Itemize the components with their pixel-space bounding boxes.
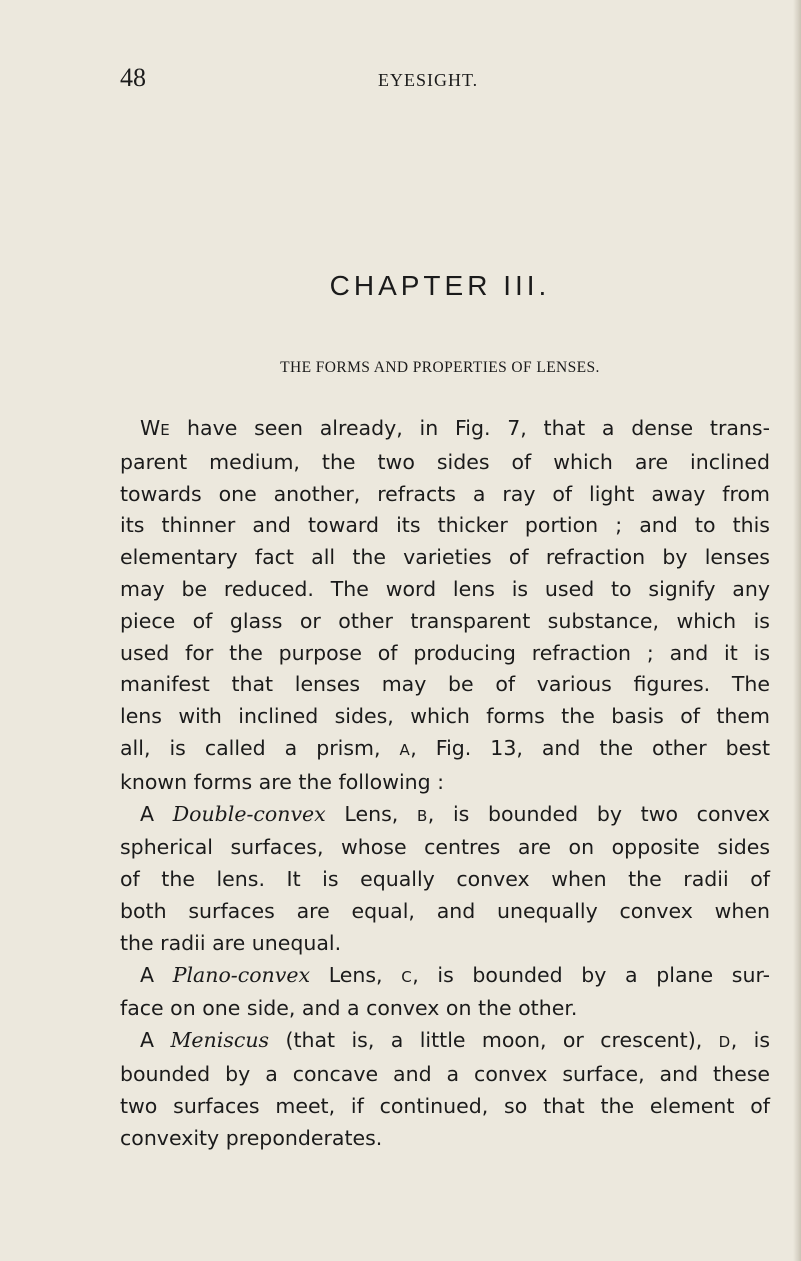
chapter-subtitle: THE FORMS AND PROPERTIES OF LENSES. xyxy=(280,359,600,376)
line-text: (that is, a little moon, or crescent), xyxy=(269,1028,719,1053)
lens-term: Double-convex xyxy=(172,801,326,826)
paragraph xyxy=(120,1025,770,1154)
text-line xyxy=(120,413,770,447)
figure-letter: D xyxy=(718,1033,731,1052)
figure-letter: C xyxy=(401,967,413,986)
line-text: A xyxy=(140,1028,171,1053)
text-line: convexity preponderates. xyxy=(120,1125,383,1150)
text-line: known forms are the following : xyxy=(120,769,445,794)
page-edge-shadow xyxy=(793,0,801,1261)
text-line: of the lens. It is equally convex when the radii of xyxy=(120,867,770,892)
line-text: Lens, xyxy=(325,801,417,826)
text-line: manifest that lenses may be of various figures. The xyxy=(120,672,770,697)
text-line xyxy=(120,1025,770,1059)
text-line: piece of glass or other transparent substance, which is xyxy=(120,608,770,633)
running-head xyxy=(120,62,760,94)
text-line xyxy=(120,799,770,833)
text-line: may be reduced. The word lens is used to signify any xyxy=(120,576,770,601)
line-text: , Fig. 13, and the other best xyxy=(410,735,770,760)
line-text: , is bounded by two convex xyxy=(427,801,770,826)
line-text: Lens, xyxy=(310,962,402,987)
drop-initial: W xyxy=(140,416,161,440)
line-text: , is xyxy=(730,1028,770,1053)
body-text xyxy=(120,413,770,1154)
line-text: A xyxy=(140,801,173,826)
text-line: elementary fact all the varieties of refraction by lenses xyxy=(120,545,770,570)
text-line: towards one another, refracts a ray of light away from xyxy=(120,481,770,506)
text-line: parent medium, the two sides of which are inclined xyxy=(120,449,770,474)
lens-term: Plano-convex xyxy=(172,962,311,987)
text-line: both surfaces are equal, and unequally convex when xyxy=(120,898,770,923)
page-number: 48 xyxy=(120,63,146,92)
text-line: bounded by a concave and a convex surface, and these xyxy=(120,1061,770,1086)
text-line: spherical surfaces, whose centres are on opposite sides xyxy=(120,835,770,860)
lens-term: Meniscus xyxy=(170,1028,270,1053)
paragraph xyxy=(120,960,770,1026)
line-text: all, is called a prism, xyxy=(120,735,400,760)
paragraph xyxy=(120,413,770,799)
line-text: have seen already, in Fig. 7, that a dense trans- xyxy=(170,416,770,440)
text-line xyxy=(120,733,770,767)
paragraph xyxy=(120,799,770,960)
text-line: used for the purpose of producing refraction ; and it is xyxy=(120,640,770,665)
small-caps-text: E xyxy=(160,421,171,439)
running-title: EYESIGHT. xyxy=(378,70,479,90)
text-line: its thinner and toward its thicker portion ; and to this xyxy=(120,513,770,538)
line-text: , is bounded by a plane sur- xyxy=(412,962,770,987)
text-line: lens with inclined sides, which forms the basis of them xyxy=(120,704,770,729)
figure-letter: A xyxy=(399,740,411,759)
text-line: the radii are unequal. xyxy=(120,930,342,955)
text-line xyxy=(120,960,770,994)
text-line: two surfaces meet, if continued, so that the element of xyxy=(120,1093,770,1118)
chapter-title: CHAPTER III. xyxy=(329,270,551,301)
line-text: A xyxy=(140,962,173,987)
text-line: face on one side, and a convex on the other. xyxy=(120,996,578,1021)
figure-letter: B xyxy=(416,806,428,825)
